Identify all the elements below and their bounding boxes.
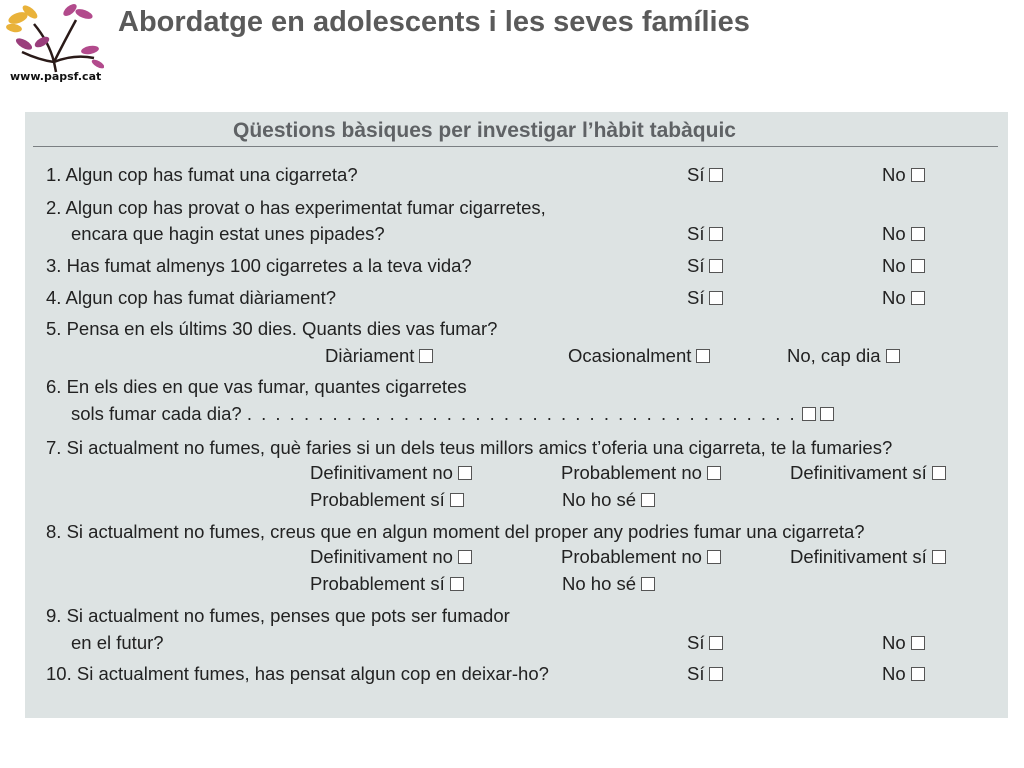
q7-def-no-checkbox[interactable] [458, 466, 472, 480]
q8-def-yes-checkbox[interactable] [932, 550, 946, 564]
q8-prob-no-option: Probablement no [561, 547, 721, 567]
q8-dont-know-checkbox[interactable] [641, 577, 655, 591]
q10-yes-option: Sí [687, 664, 723, 684]
q2-yes-option: Sí [687, 224, 723, 244]
question-2-line-2: encara que hagin estat unes pipades? [71, 223, 385, 244]
q7-prob-yes-option: Probablement sí [310, 490, 464, 510]
question-4: 4. Algun cop has fumat diàriament? [46, 287, 337, 308]
q8-prob-no-checkbox[interactable] [707, 550, 721, 564]
q3-no-checkbox[interactable] [911, 259, 925, 273]
questionnaire-panel [25, 112, 1008, 718]
q4-yes-checkbox[interactable] [709, 291, 723, 305]
question-10: 10. Si actualment fumes, has pensat algun cop en deixar-ho? [46, 663, 549, 684]
q4-no-option: No [882, 288, 925, 308]
question-9-line-2: en el futur? [71, 632, 164, 653]
q5-never-checkbox[interactable] [886, 349, 900, 363]
q6-dot-leader: . . . . . . . . . . . . . . . . . . . . . . . . . . . . . . . . . . . . . . . [246, 403, 797, 424]
q7-dont-know-option: No ho sé [562, 490, 655, 510]
q7-prob-no-option: Probablement no [561, 463, 721, 483]
q8-def-yes-option: Definitivament sí [790, 547, 946, 567]
q5-occasional-checkbox[interactable] [696, 349, 710, 363]
q3-yes-option: Sí [687, 256, 723, 276]
q6-digit-box-1[interactable] [802, 407, 816, 421]
q7-def-no-option: Definitivament no [310, 463, 472, 483]
q10-no-checkbox[interactable] [911, 667, 925, 681]
q3-no-option: No [882, 256, 925, 276]
question-6-line-2: sols fumar cada dia? . . . . . . . . . . . . . . . . . . . . . . . . . . . . . . . . . . . . . . . [71, 404, 834, 424]
q5-never-option: No, cap dia [787, 346, 900, 366]
panel-title: Qüestions bàsiques per investigar l’hàbit tabàquic [233, 119, 736, 142]
q6-digit-box-2[interactable] [820, 407, 834, 421]
q2-yes-checkbox[interactable] [709, 227, 723, 241]
question-1: 1. Algun cop has fumat una cigarreta? [46, 164, 358, 185]
q8-prob-yes-option: Probablement sí [310, 574, 464, 594]
q10-yes-checkbox[interactable] [709, 667, 723, 681]
q9-no-option: No [882, 633, 925, 653]
q4-yes-option: Sí [687, 288, 723, 308]
q9-yes-option: Sí [687, 633, 723, 653]
logo-url: www.papsf.cat [10, 70, 102, 83]
q7-def-yes-option: Definitivament sí [790, 463, 946, 483]
q8-prob-yes-checkbox[interactable] [450, 577, 464, 591]
page-title: Abordatge en adolescents i les seves famílies [118, 6, 750, 38]
title-divider [33, 146, 998, 147]
q7-dont-know-checkbox[interactable] [641, 493, 655, 507]
question-7: 7. Si actualment no fumes, què faries si un dels teus millors amics t’oferia una cigarreta, te la fumaries? [46, 437, 893, 458]
q1-no-checkbox[interactable] [911, 168, 925, 182]
q8-dont-know-option: No ho sé [562, 574, 655, 594]
q7-prob-no-checkbox[interactable] [707, 466, 721, 480]
q3-yes-checkbox[interactable] [709, 259, 723, 273]
q8-def-no-option: Definitivament no [310, 547, 472, 567]
q9-yes-checkbox[interactable] [709, 636, 723, 650]
q8-def-no-checkbox[interactable] [458, 550, 472, 564]
q5-occasional-option: Ocasionalment [568, 346, 710, 366]
q1-yes-checkbox[interactable] [709, 168, 723, 182]
question-3: 3. Has fumat almenys 100 cigarretes a la teva vida? [46, 255, 472, 276]
q1-yes-option: Sí [687, 165, 723, 185]
q5-daily-checkbox[interactable] [419, 349, 433, 363]
q2-no-option: No [882, 224, 925, 244]
q10-no-option: No [882, 664, 925, 684]
q4-no-checkbox[interactable] [911, 291, 925, 305]
q5-daily-option: Diàriament [325, 346, 433, 366]
q7-def-yes-checkbox[interactable] [932, 466, 946, 480]
question-6-line-1: 6. En els dies en que vas fumar, quantes cigarretes [46, 376, 467, 397]
question-2-line-1: 2. Algun cop has provat o has experimentat fumar cigarretes, [46, 197, 546, 218]
question-9-line-1: 9. Si actualment no fumes, penses que pots ser fumador [46, 605, 510, 626]
question-5: 5. Pensa en els últims 30 dies. Quants dies vas fumar? [46, 318, 498, 339]
question-8: 8. Si actualment no fumes, creus que en algun moment del proper any podries fumar una cigarreta? [46, 521, 865, 542]
q1-no-option: No [882, 165, 925, 185]
q2-no-checkbox[interactable] [911, 227, 925, 241]
q7-prob-yes-checkbox[interactable] [450, 493, 464, 507]
q9-no-checkbox[interactable] [911, 636, 925, 650]
